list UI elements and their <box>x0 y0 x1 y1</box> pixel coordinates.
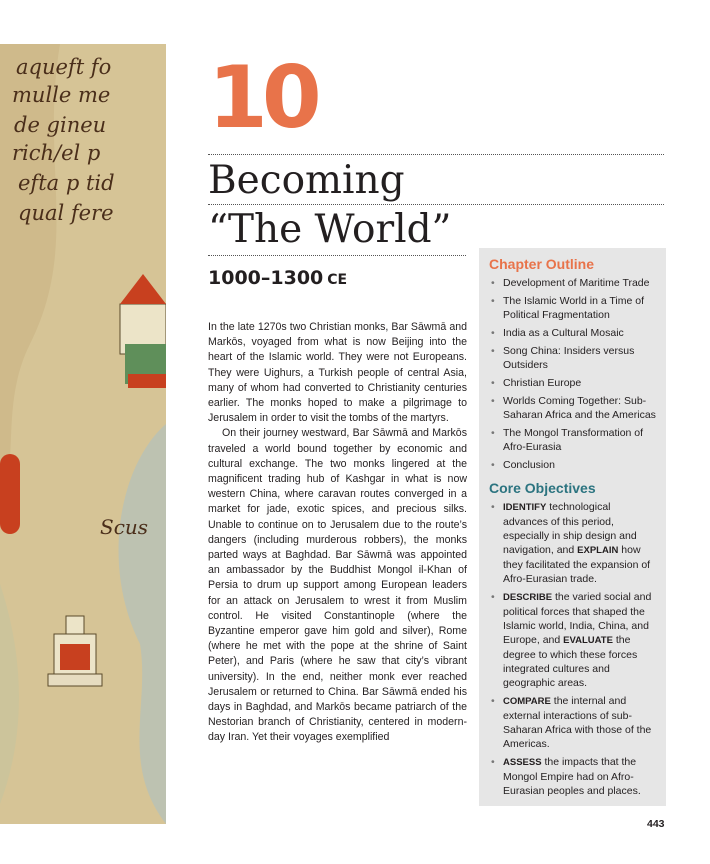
outline-item: • The Mongol Transformation of Afro-Eurasia <box>491 427 644 453</box>
map-illustration <box>0 44 166 824</box>
divider <box>208 255 466 256</box>
chapter-title-line-2: “The World” <box>208 207 452 252</box>
objective-item: • DESCRIBE the varied social and political forces that shaped the Islamic world, India, China, and Europe, and EVALUATE the degree to which these forces integrated cultures and geographic areas. <box>491 591 652 689</box>
divider <box>208 154 664 155</box>
objective-item: • ASSESS the impacts that the Mongol Empire had on Afro-Eurasian peoples and places. <box>491 756 641 797</box>
date-range: 1000–1300 <box>208 267 324 289</box>
page-number: 443 <box>647 818 665 830</box>
divider <box>208 204 664 205</box>
outline-item: • Development of Maritime Trade <box>491 277 650 289</box>
outline-item: • Worlds Coming Together: Sub-Saharan Africa and the Americas <box>491 395 656 421</box>
paragraph: In the late 1270s two Christian monks, Bar Sāwmā and Markōs, voyaged from what is now Beijing into the heart of the Islamic world. They were not Europeans. They were Uighurs, a Turkish people of central Asia, many of whom had converted to Christianity centuries earlier. The monks hoped to make a pilgrimage to Jerusalem in order to visit the tombs of the martyrs. <box>208 321 467 425</box>
outline-list <box>489 276 656 472</box>
map-script-line-1: aqueft fo <box>16 55 112 79</box>
outline-item: • Conclusion <box>491 459 555 471</box>
map-script-line-4: rich/el p <box>12 141 101 165</box>
map-label: Scus <box>100 515 149 539</box>
outline-item: • Christian Europe <box>491 377 582 389</box>
chapter-number: 10 <box>208 48 316 148</box>
outline-heading: Chapter Outline <box>489 256 595 272</box>
paragraph: On their journey westward, Bar Sāwmā and Markōs traveled a world bound together by economic and cultural exchange. The two monks lingered at the magnificent trading hub of Kashgar in what is now western China, where caravan routes converged in a market for jade, exotic spices, and precious silks. Unable to continue on to Jerusalem due to the route’s dangers (including murderous robbers), the monks parted ways at Baghdad. Bar Sāwmā was appointed an ambassador by the Buddhist Mongol il-Khan of Persia to drum up support among European leaders for an attack on Jerusalem to wrest it from Muslim control. He visited Constantinople (where the Byzantine emperor gave him gold and silver), Rome (where he met with the pope at the shrine of Saint Peter), and Paris (where he saw that city’s vibrant university). In the end, neither monk ever reached Jerusalem or returned to China. Bar Sāwmā ended his days in Baghdad, and Markōs became patriarch of the Nestorian branch of Christianity, centered in modern-day Iran. Yet their voyages exemplified <box>208 427 467 744</box>
map-script-line-6: qual fere <box>18 201 114 225</box>
date-era: CE <box>327 272 348 288</box>
outline-item: • Song China: Insiders versus Outsiders <box>491 345 635 371</box>
objectives-heading: Core Objectives <box>489 480 596 496</box>
objective-item: • IDENTIFY technological advances of this period, especially in ship design and navigation, and EXPLAIN how they facilitated the expansion of Afro-Eurasian trade. <box>491 501 651 585</box>
objective-item: • COMPARE the internal and external interactions of sub-Saharan Africa with those of the Americas. <box>491 695 652 750</box>
map-script-line-5: efta p tid <box>18 171 115 195</box>
chapter-dates <box>208 267 347 289</box>
map-script-line-2: mulle me <box>12 83 111 107</box>
chapter-title-line-1: Becoming <box>208 158 405 203</box>
map-script-line-3: de gineu <box>14 113 107 137</box>
body-text <box>208 320 467 746</box>
outline-item: • India as a Cultural Mosaic <box>491 327 624 339</box>
outline-item: • The Islamic World in a Time of Political Fragmentation <box>491 295 645 321</box>
chapter-sidebar <box>479 248 666 806</box>
objectives-list <box>489 500 656 798</box>
